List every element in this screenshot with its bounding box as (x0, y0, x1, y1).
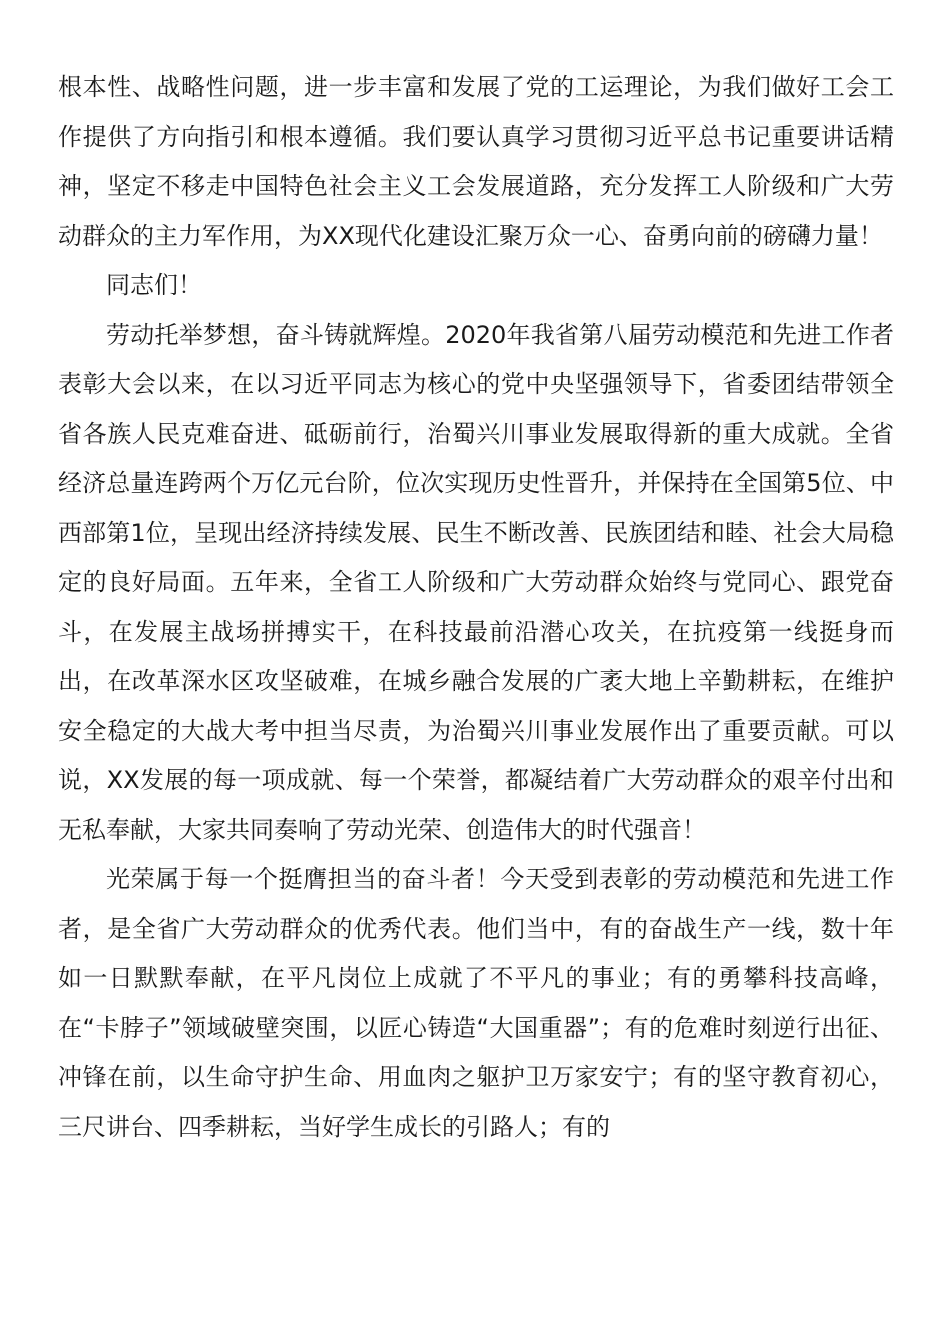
paragraph-2: 同志们！ (106, 271, 202, 299)
paragraph-4: 光荣属于每一个挺膺担当的奋斗者！今天受到表彰的劳动模范和先进工作者，是全省广大劳动群众的优秀代表。他们当中，有的奋战生产一线，数十年如一日默默奉献，在平凡岗位上成就了不平凡的事业；有的勇攀科技高峰，在“卡脖子”领域破壁突围，以匠心铸造“大国重器”；有的危难时刻逆行出征、冲锋在前，以生命守护生命、用血肉之躯护卫万家安宁；有的坚守教育初心，三尺讲台、四季耕耘，当好学生成长的引路人；有的 (58, 865, 894, 1141)
document-page (58, 63, 894, 1152)
paragraph-1: 根本性、战略性问题，进一步丰富和发展了党的工运理论，为我们做好工会工作提供了方向指引和根本遵循。我们要认真学习贯彻习近平总书记重要讲话精神，坚定不移走中国特色社会主义工会发展道路，充分发挥工人阶级和广大劳动群众的主力军作用，为XX现代化建设汇聚万众一心、奋勇向前的磅礴力量！ (58, 73, 894, 250)
paragraph-3: 劳动托举梦想，奋斗铸就辉煌。2020年我省第八届劳动模范和先进工作者表彰大会以来，在以习近平同志为核心的党中央坚强领导下，省委团结带领全省各族人民克难奋进、砥砺前行，治蜀兴川事业发展取得新的重大成就。全省经济总量连跨两个万亿元台阶，位次实现历史性晋升，并保持在全国第5位、中西部第1位，呈现出经济持续发展、民生不断改善、民族团结和睦、社会大局稳定的良好局面。五年来，全省工人阶级和广大劳动群众始终与党同心、跟党奋斗，在发展主战场拼搏实干，在科技最前沿潜心攻关，在抗疫第一线挺身而出，在改革深水区攻坚破难，在城乡融合发展的广袤大地上辛勤耕耘，在维护安全稳定的大战大考中担当尽责，为治蜀兴川事业发展作出了重要贡献。可以说，XX发展的每一项成就、每一个荣誉，都凝结着广大劳动群众的艰辛付出和无私奉献，大家共同奏响了劳动光荣、创造伟大的时代强音！ (58, 320, 894, 844)
